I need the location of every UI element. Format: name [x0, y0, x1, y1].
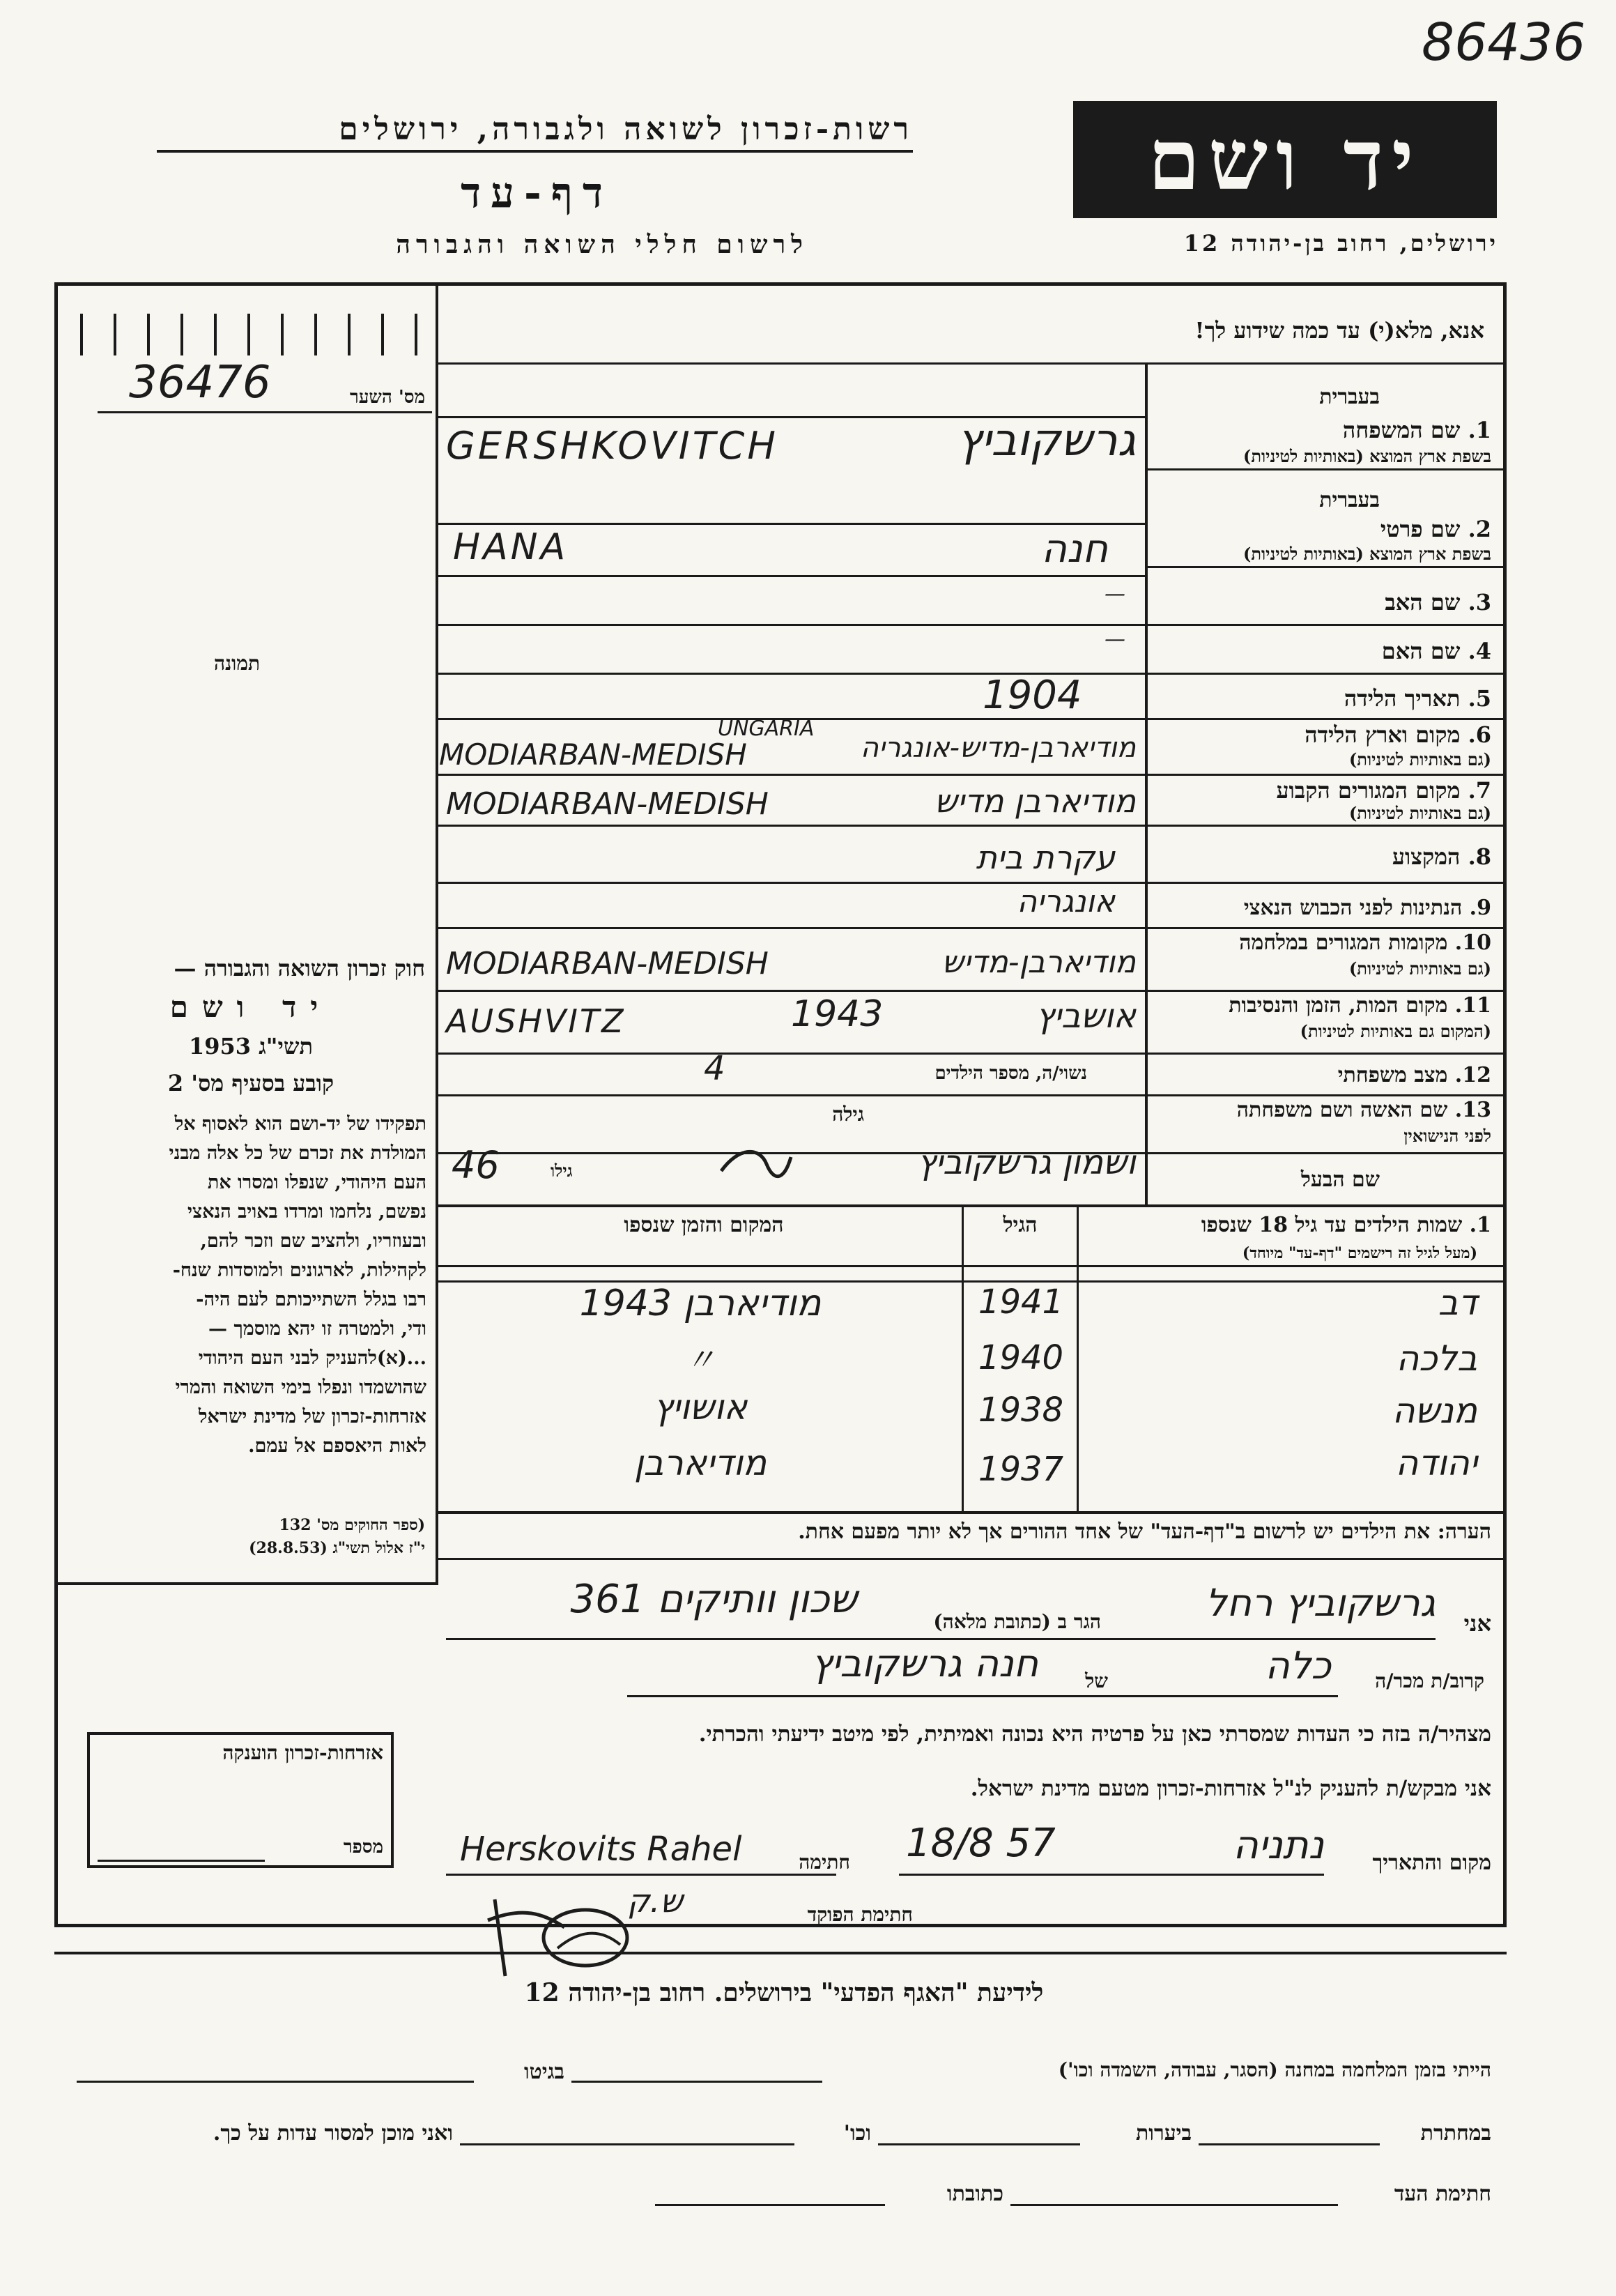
- field-13-label: 13. שם האשה ושם משפחתה: [1236, 1098, 1491, 1122]
- law-text-line: ובעוזריו, ולהציב שם וזכר להם,: [200, 1230, 426, 1252]
- wartime-residence-latin: MODIARBAN-MEDISH: [446, 946, 769, 981]
- field-4-label: 4. שם האם: [1381, 638, 1491, 664]
- field-11-sub: (המקום גם באותיות לטיניות): [1300, 1021, 1491, 1041]
- footer-forests-label: ביערות: [1135, 2121, 1192, 2145]
- officer-stamp-scribble: [481, 1878, 641, 1983]
- archive-number: 86436: [1422, 13, 1586, 72]
- address: ירושלים, רחוב בן-יהודה 12: [1183, 230, 1498, 257]
- page-number-value: 36476: [129, 357, 271, 408]
- child-death-place: 〃: [685, 1342, 716, 1378]
- first-name-hebrew: חנה: [1041, 526, 1108, 572]
- of-value: חנה גרשקוביץ: [811, 1641, 1038, 1685]
- footer-ghetto-label: בגיטו: [523, 2060, 564, 2084]
- occupation-value: עקרת בית: [976, 839, 1115, 876]
- footer-title: לידיעת "האגף הפדעי" בירושלים. רחוב בן-יהודה 12: [524, 1978, 1044, 2007]
- father-name-value: —: [1105, 582, 1125, 606]
- law-text-line: לאות היאספם אל עמם.: [248, 1435, 426, 1457]
- yad-vashem-logo: [1073, 101, 1497, 218]
- declaration-text: מצהיר/ה בזה כי העדות שמסרתי כאן על פרטיה היא נכונה ואמיתית, לפי מיטב ידיעתי והכרתי.: [698, 1722, 1491, 1747]
- wartime-residence-hebrew: מודיארבן-מדיש: [941, 944, 1136, 980]
- field-11-label: 11. מקום המות, הזמן והנסיבות: [1229, 993, 1491, 1018]
- birth-place-latin: MODIARBAN-MEDISH: [439, 737, 747, 772]
- law-text-line: רבו בגלל השתייכותם לעם היה-: [196, 1289, 426, 1310]
- law-text-line: אזרחות-זכרון של מדינת ישראל: [198, 1406, 426, 1428]
- footer-etc-label: וכו': [843, 2121, 871, 2145]
- law-reference-date: י"ז אלול תשי"ג (28.8.53): [249, 1539, 425, 1557]
- children-header-sub: (מעל לגיל זה רישמים "דף-עד" מיוחד): [1242, 1244, 1477, 1262]
- husband-label: שם הבעל: [1300, 1168, 1380, 1192]
- death-place-latin: AUSHVITZ: [446, 1002, 626, 1040]
- form-title: דף-עד: [461, 169, 613, 217]
- signature-label: חתימה: [799, 1851, 850, 1874]
- death-place-hebrew: אושביץ: [1036, 997, 1136, 1036]
- mother-name-value: —: [1105, 627, 1125, 652]
- law-reference: (ספר החוקים מס' 132: [279, 1516, 425, 1534]
- field-2-hebrew-tag: בעברית: [1319, 488, 1380, 512]
- field-1-label: 1. שם המשפחה: [1342, 417, 1491, 443]
- law-clause: קובע בסעיף מס' 2: [167, 1070, 334, 1096]
- child-death-place: מודיארבן 1943: [579, 1283, 822, 1324]
- law-text-line: נפשם, נלחמו ומרדו באויב הנאצי: [187, 1201, 426, 1223]
- law-text-line: המולדת את זכרם של כל אלה מבני: [169, 1142, 426, 1164]
- footer-witness-signature-label: חתימת העד: [1394, 2182, 1491, 2206]
- children-header-place: המקום והזמן שנספו: [624, 1213, 784, 1237]
- husband-age-label: גילו: [551, 1161, 573, 1181]
- field-7-label: 7. מקום המגורים הקבוע: [1276, 777, 1491, 804]
- law-year: תשי"ג 1953: [189, 1033, 313, 1059]
- nationality-value: אונגריה: [1017, 884, 1115, 919]
- child-death-place: מודיארבן: [633, 1443, 767, 1483]
- field-1-sub: בשפת ארץ המוצא (באותיות לטיניות): [1243, 446, 1491, 466]
- children-header-names: 1. שמות הילדים עד גיל 18 שנספו: [1201, 1213, 1491, 1237]
- request-line: אנא, מלא(י) עד כמה שידוע לך!: [1194, 317, 1484, 344]
- footer-testimony-text: ואני מוכן למסור עדות על כך.: [213, 2121, 453, 2145]
- field-9-label: 9. הנתינות לפני הכבוש הנאצי: [1243, 896, 1491, 920]
- field-5-label: 5. תאריך הלידה: [1344, 685, 1491, 712]
- of-label: של: [1085, 1669, 1108, 1692]
- page-number-label: מס' השער: [349, 387, 425, 408]
- footer-address-label: כתובתו: [946, 2182, 1003, 2206]
- field-6-sub: (גם באותיות לטיניות): [1348, 749, 1491, 770]
- child-death-place: אושויץ: [653, 1387, 748, 1428]
- first-name-latin: HANA: [453, 526, 569, 568]
- law-text-line: לקהילות, לארגונים ולמוסדות שנח-: [172, 1260, 426, 1281]
- date-value: 18/8 57: [906, 1821, 1056, 1866]
- officer-label: חתימת הפוקד: [807, 1903, 913, 1926]
- memorial-label: אזרחות-זכרון הוענקה: [222, 1741, 383, 1764]
- surname-latin: GERSHKOVITCH: [446, 424, 778, 468]
- note-text: הערה: את הילדים יש לרשום ב"דף-העד" של אחד ההורים אך לא יותר מפעם אחת.: [798, 1520, 1491, 1544]
- child-name: דב: [1438, 1283, 1477, 1323]
- field-2-sub: בשפת ארץ המוצא (באותיות לטיניות): [1243, 544, 1491, 564]
- children-count-value: 4: [704, 1049, 725, 1088]
- logo-text: יד ושם: [1148, 110, 1422, 209]
- field-6-label: 6. מקום וארץ הלידה: [1305, 721, 1491, 748]
- residence-latin: MODIARBAN-MEDISH: [446, 786, 769, 822]
- law-text-line: ...(א)להעניק לבני העם היהודי: [198, 1347, 426, 1369]
- officer-signature: ש.ק: [627, 1882, 683, 1920]
- child-birth-year: 1941: [978, 1283, 1064, 1322]
- law-title: חוק זכרון השואה והגבורה —: [174, 955, 425, 981]
- birth-place-hebrew: מודיארבן-מדיש-אונגריה: [860, 732, 1136, 764]
- relation-value: כלה: [1265, 1644, 1331, 1687]
- field-7-sub: (גם באותיות לטיניות): [1348, 803, 1491, 823]
- field-13-sub: לפני הנישואין: [1403, 1126, 1491, 1146]
- field-10-label: 10. מקומות המגורים במלחמה: [1239, 931, 1491, 955]
- law-text: [64, 1110, 426, 1461]
- death-year: 1943: [791, 993, 884, 1035]
- law-text-line: תפקידו של יד-ושם הוא לאסוף אל: [174, 1113, 426, 1135]
- law-text-line: שהושמדו ונפלו בימי השואה והמרי: [175, 1377, 426, 1398]
- memorial-number-label: מספר: [343, 1837, 383, 1858]
- field-1-hebrew-tag: בעברית: [1319, 385, 1380, 409]
- photo-label: תמונה: [213, 652, 261, 675]
- field-10-sub: (גם באותיות לטיניות): [1348, 958, 1491, 979]
- declarant-address: שכון וותיקים 361: [570, 1577, 857, 1622]
- form-subtitle: לרשום חללי השואה והגבורה: [396, 230, 808, 259]
- child-name: מנשה: [1392, 1391, 1477, 1431]
- field-12-label: 12. מצב משפחתי: [1337, 1063, 1491, 1087]
- signature-value: Herskovits Rahel: [460, 1830, 742, 1869]
- declarant-name: גרשקוביץ רחל: [1205, 1581, 1436, 1625]
- pen-flourish: [718, 1143, 794, 1185]
- field-3-label: 3. שם האב: [1385, 589, 1491, 615]
- footer-underground-label: במחתרת: [1420, 2121, 1491, 2145]
- child-birth-year: 1938: [978, 1391, 1064, 1430]
- authority-line: רשות-זכרון לשואה ולגבורה, ירושלים: [339, 112, 913, 147]
- child-name: יהודה: [1395, 1443, 1477, 1483]
- birth-country-note: UNGARIA: [718, 717, 815, 741]
- field-2-label: 2. שם פרטי: [1380, 516, 1491, 542]
- surname-hebrew: גרשקוביץ: [957, 415, 1136, 466]
- footer-camp-text: הייתי בזמן המלחמה במחנה (הסגר, עבודה, השמדה וכו'): [1058, 2058, 1491, 2081]
- declarant-resides-label: הגר ב (כתובת מלאה): [933, 1610, 1101, 1633]
- child-birth-year: 1940: [978, 1338, 1064, 1377]
- marital-status-text: נשוי/ה, מספר הילדים: [934, 1063, 1087, 1084]
- law-text-line: ודי, ולמטרה זו יהא מוסמך —: [208, 1318, 426, 1340]
- place-value: נתניה: [1233, 1823, 1324, 1868]
- wife-age-label: גילה: [832, 1103, 864, 1126]
- declarant-i-label: אני: [1463, 1610, 1491, 1637]
- husband-age-value: 46: [452, 1143, 500, 1187]
- tick-marks: [80, 314, 432, 355]
- place-date-label: מקום והתאריך: [1372, 1851, 1491, 1875]
- relation-label: קרוב/ת מכר/ה: [1375, 1669, 1484, 1692]
- children-header-age: הגיל: [1003, 1213, 1038, 1237]
- husband-name-value: ושמון גרשקוביץ: [917, 1143, 1136, 1182]
- birth-date-value: 1904: [983, 673, 1082, 718]
- field-8-label: 8. המקצוע: [1392, 843, 1491, 870]
- child-name: בלכה: [1396, 1338, 1477, 1379]
- residence-hebrew: מודיארבן מדיש: [934, 782, 1136, 820]
- child-birth-year: 1937: [978, 1450, 1064, 1489]
- request-text: אני מבקש/ת להעניק לנ"ל אזרחות-זכרון מטעם מדינת ישראל.: [970, 1776, 1491, 1801]
- law-subtitle: יד ושם: [169, 990, 332, 1024]
- law-text-line: העם היהודי, שנפלו ומסרו את: [207, 1172, 426, 1193]
